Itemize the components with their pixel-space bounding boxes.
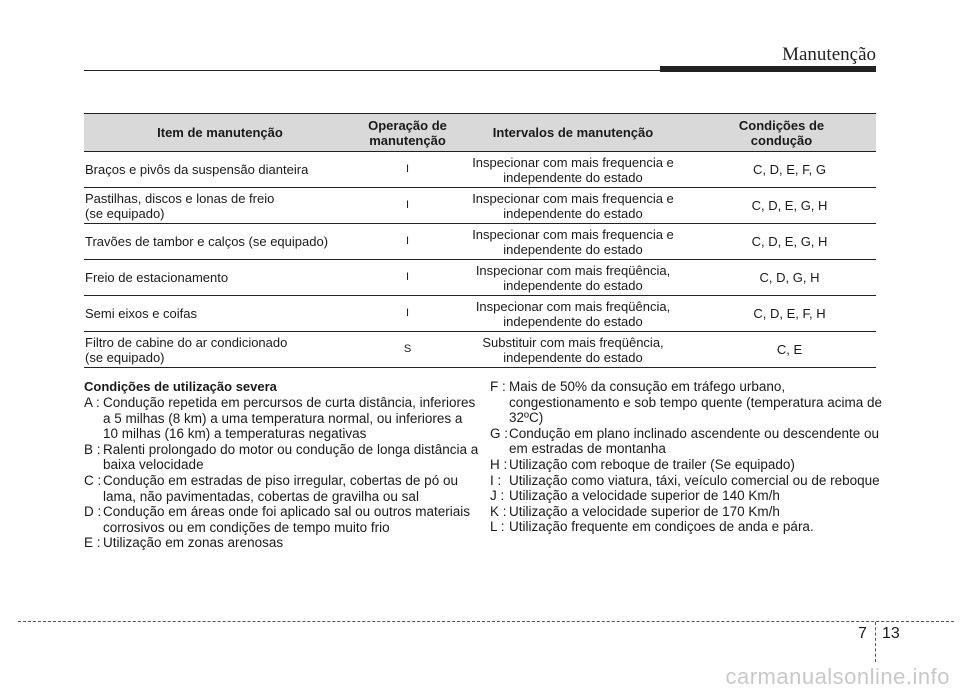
note-key: F :: [490, 379, 506, 394]
note-item: [84, 473, 479, 504]
row-interval: Inspecionar com mais freqüência, independente do estado: [475, 299, 671, 329]
note-text: Ralenti prolongado do motor ou condução de longa distância a baixa velocidade: [103, 441, 479, 473]
row-item: Semi eixos e coifas: [85, 306, 197, 321]
note-item: [490, 519, 890, 535]
table-header-row: [84, 114, 876, 151]
note-text: Mais de 50% da consução em tráfego urbano, congestionamento e sob tempo quente (temperatura acima de 32ºC): [509, 379, 882, 426]
notes-title: Condições de utilização severa: [84, 379, 277, 394]
col-header-conditions-text: Condições de condução: [738, 117, 825, 148]
note-key: K :: [490, 503, 507, 519]
note-text: Utilização com reboque de trailer (Se equipado): [509, 456, 795, 472]
note-key: D :: [84, 504, 102, 520]
col-header-operation-text: Operação de manutenção: [368, 117, 447, 148]
table-row: [84, 259, 876, 295]
note-text: Condução em estradas de piso irregular, cobertas de pó ou lama, não pavimentadas, cobertas de gravilha ou sal: [103, 472, 458, 504]
note-key: G :: [490, 425, 509, 441]
note-key: H :: [490, 456, 508, 472]
col-header-interval: Intervalos de manutenção: [492, 125, 654, 140]
note-text: Condução em plano inclinado ascendente ou descendente ou em estradas de montanha: [509, 425, 880, 457]
row-interval: Inspecionar com mais frequencia e independente do estado: [472, 155, 674, 185]
col-header-item: Item de manutenção: [157, 125, 283, 140]
row-conditions: C, D, G, H: [759, 270, 820, 285]
note-text: Utilização a velocidade superior de 170 Km/h: [509, 503, 780, 519]
row-conditions: C, D, E, G, H: [751, 198, 828, 213]
row-conditions: C, E: [776, 342, 803, 357]
note-item: [490, 379, 890, 426]
table-row: [84, 223, 876, 259]
note-text: Utilização em zonas arenosas: [103, 535, 284, 551]
row-interval: Substituir com mais freqüência, independente do estado: [482, 335, 664, 365]
note-item: [490, 488, 890, 504]
table-row: [84, 295, 876, 331]
note-item: [490, 426, 890, 457]
row-item: Braços e pivôs da suspensão dianteira: [85, 162, 309, 177]
note-item: [84, 504, 479, 535]
note-text: Utilização como viatura, táxi, veículo comercial ou de reboque: [509, 472, 880, 488]
row-conditions: C, D, E, F, G: [753, 162, 826, 177]
section-title: Manutenção: [782, 44, 876, 65]
note-text: Condução em áreas onde foi aplicado sal ou outros materiais corrosivos ou em condições de tempo muito frio: [103, 504, 470, 535]
col-header-operation: [356, 114, 459, 151]
row-operation: S: [403, 343, 412, 355]
row-operation: I: [405, 307, 410, 319]
row-item: Travões de tambor e calços (se equipado): [85, 234, 329, 249]
header-rule-thick: [660, 66, 876, 72]
row-item: Freio de estacionamento: [85, 270, 229, 285]
table-row: [84, 331, 876, 367]
chapter-number: 7: [858, 625, 867, 642]
footer-rule: [18, 621, 954, 622]
note-key: C :: [84, 472, 102, 488]
page-number: 13: [882, 625, 900, 642]
note-key: A :: [84, 395, 100, 410]
row-item: Pastilhas, discos e lonas de freio (se equipado): [85, 190, 275, 221]
note-item: [490, 504, 890, 520]
row-operation: I: [405, 271, 410, 283]
note-item: [490, 457, 890, 473]
header-rule-thin: [84, 70, 660, 71]
row-interval: Inspecionar com mais frequencia e independente do estado: [472, 191, 674, 221]
row-conditions: C, D, E, F, H: [753, 306, 826, 321]
row-conditions: C, D, E, G, H: [751, 234, 828, 249]
row-operation: I: [405, 235, 410, 247]
notes-left: [84, 395, 479, 551]
row-operation: I: [405, 199, 410, 211]
table-row: [84, 151, 876, 187]
row-interval: Inspecionar com mais frequencia e independente do estado: [472, 227, 674, 257]
note-item: [84, 395, 479, 442]
note-key: I :: [490, 472, 502, 488]
footer-vrule: [875, 622, 876, 662]
row-item: Filtro de cabine do ar condicionado (se equipado): [85, 334, 288, 365]
note-item: [84, 442, 479, 473]
note-item: [490, 473, 890, 489]
col-header-conditions: [687, 114, 876, 151]
row-operation: I: [405, 163, 410, 175]
note-text: Utilização frequente em condiçoes de anda e pára.: [509, 519, 814, 535]
note-key: E :: [84, 535, 101, 551]
note-text: Condução repetida em percursos de curta distância, inferiores a 5 milhas (8 km) a uma temperatura normal, ou inferiores a 10 milhas (16 km) a temperaturas negativas: [103, 395, 476, 442]
row-interval: Inspecionar com mais freqüência, independente do estado: [475, 263, 671, 293]
note-key: B :: [84, 441, 101, 457]
note-key: L :: [490, 519, 505, 535]
table-row: [84, 187, 876, 223]
note-key: J :: [490, 488, 505, 504]
note-item: [84, 535, 479, 551]
note-text: Utilização a velocidade superior de 140 Km/h: [509, 488, 780, 504]
maintenance-table: [84, 113, 876, 368]
notes-right: [490, 379, 890, 535]
watermark: carmanualsonline.info: [725, 664, 950, 689]
